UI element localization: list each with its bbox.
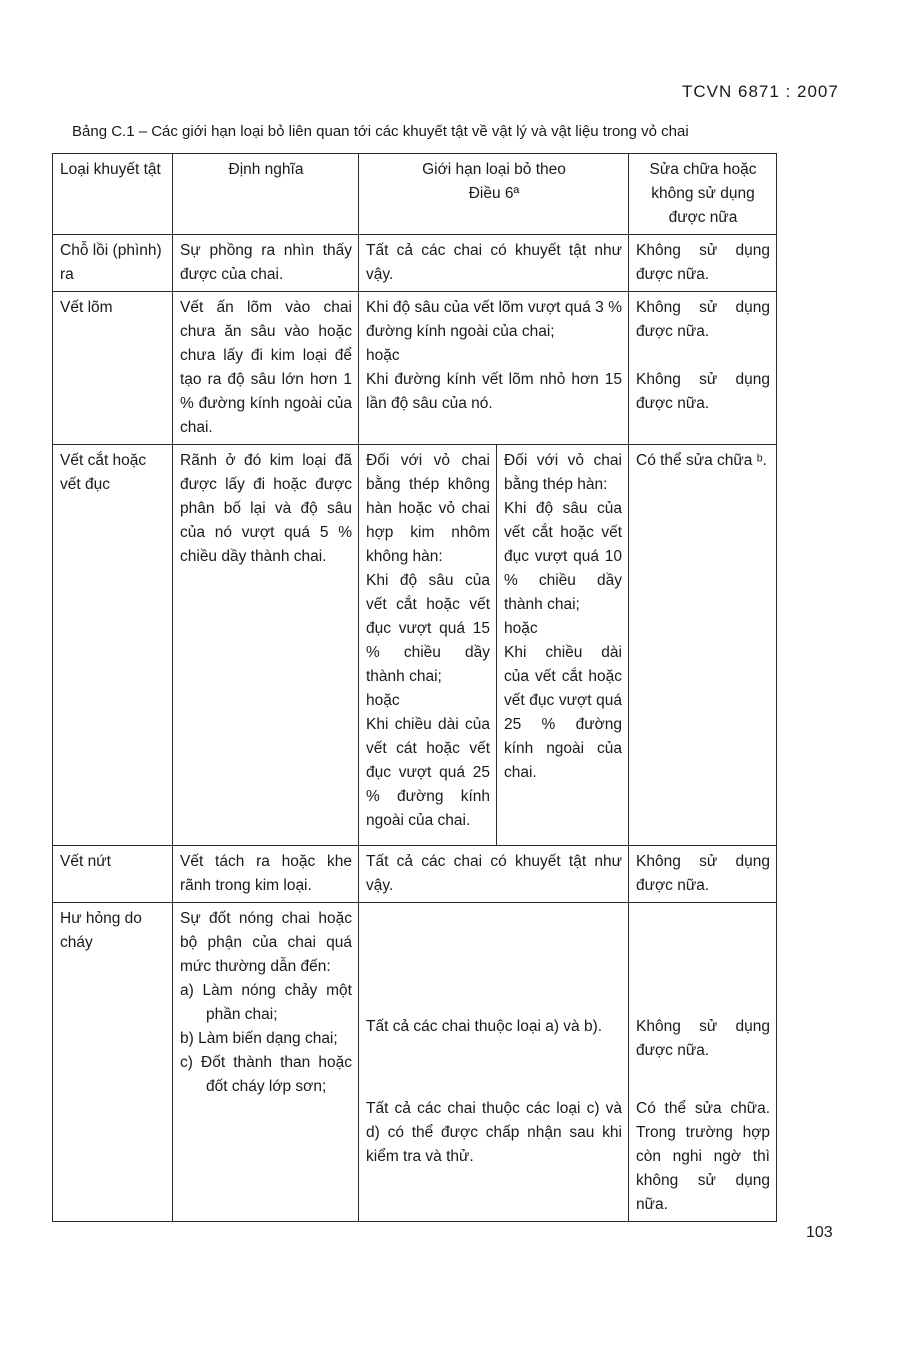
table-row <box>53 903 777 1222</box>
header-reject-limit-line2: Điều 6ª <box>468 185 520 202</box>
table-row <box>53 846 777 903</box>
row-cut-limit-welded <box>497 445 629 846</box>
page-number: 103 <box>806 1224 833 1241</box>
row-crack-repair: Không sử dụng được nữa. <box>629 846 777 903</box>
row-dent-repair-b: Không sử dụng được nữa. <box>636 371 770 412</box>
header-repair-line2: không sử dụng <box>651 185 755 202</box>
row-fire-repair-a: Không sử dụng được nữa. <box>636 1018 770 1059</box>
table-caption: Bảng C.1 – Các giới hạn loại bỏ liên quan tới các khuyết tật về vật lý và vật liệu trong vỏ chai <box>72 123 689 140</box>
header-repair-line1: Sửa chữa hoặc <box>649 161 757 178</box>
row-cut-right-b: Khi chiều dài của vết cắt hoặc vết đục vượt quá 25 % đường kính ngoài của chai. <box>504 644 622 781</box>
row-cut-right-or: hoặc <box>504 620 538 637</box>
header-defect-type: Loại khuyết tật <box>53 154 173 235</box>
row-fire-repair-b: Có thể sửa chữa. Trong trường hợp còn nghi ngờ thì không sử dụng nữa. <box>636 1100 770 1213</box>
row-cut-right-head: Đối với vỏ chai bằng thép hàn: <box>504 452 622 493</box>
table-header-row <box>53 154 777 235</box>
row-bulge-limit: Tất cả các chai có khuyết tật như vậy. <box>359 235 629 292</box>
row-cut-left-a: Khi độ sâu của vết cắt hoặc vết đục vượt quá 15 % chiều dầy thành chai; <box>366 572 490 685</box>
row-cut-left-head: Đối với vỏ chai bằng thép không hàn hoặc vỏ chai hợp kim nhôm không hàn: <box>366 452 490 565</box>
row-dent-limit <box>359 292 629 445</box>
row-cut-definition: Rãnh ở đó kim loại đã được lấy đi hoặc được phân bố lại và độ sâu của nó vượt quá 5 % chiều dầy thành chai. <box>173 445 359 846</box>
row-fire-limit-spacer <box>366 1039 622 1097</box>
row-dent-definition: Vết ấn lõm vào chai chưa ăn sâu vào hoặc chưa lấy đi kim loại để tạo ra độ sâu lớn hơn 1 % đường kính ngoài của chai. <box>173 292 359 445</box>
row-dent-type: Vết lõm <box>53 292 173 445</box>
row-fire-definition-text: Sự đốt nóng chai hoặc bộ phận của chai quá mức thường dẫn đến: <box>180 910 352 975</box>
row-dent-limit-or: hoặc <box>366 347 400 364</box>
row-cut-left-or: hoặc <box>366 692 400 709</box>
row-crack-limit: Tất cả các chai có khuyết tật như vậy. <box>359 846 629 903</box>
row-crack-definition: Vết tách ra hoặc khe rãnh trong kim loại. <box>173 846 359 903</box>
row-dent-repair <box>629 292 777 445</box>
table-row <box>53 445 777 846</box>
row-fire-limit-b: Tất cả các chai thuộc các loại c) và d) có thể được chấp nhận sau khi kiểm tra và thử. <box>366 1100 622 1165</box>
row-cut-right-a: Khi độ sâu của vết cắt hoặc vết đục vượt quá 10 % chiều dầy thành chai; <box>504 500 622 613</box>
row-dent-repair-a: Không sử dụng được nữa. <box>636 299 770 340</box>
defects-table <box>52 153 777 1222</box>
row-cut-repair: Có thể sửa chữa ᵇ. <box>629 445 777 846</box>
table-row <box>53 235 777 292</box>
row-dent-repair-spacer <box>636 344 770 368</box>
row-fire-limit <box>359 903 629 1222</box>
row-crack-type: Vết nứt <box>53 846 173 903</box>
row-fire-type: Hư hỏng do cháy <box>53 903 173 1222</box>
header-repair <box>629 154 777 235</box>
table-row <box>53 292 777 445</box>
row-dent-limit-b: Khi đường kính vết lõm nhỏ hơn 15 lần độ sâu của nó. <box>366 371 622 412</box>
standard-code: TCVN 6871 : 2007 <box>682 82 839 101</box>
row-dent-limit-a: Khi độ sâu của vết lõm vượt quá 3 % đường kính ngoài của chai; <box>366 299 622 340</box>
row-bulge-type: Chỗ lồi (phình) ra <box>53 235 173 292</box>
row-cut-type: Vết cắt hoặc vết đục <box>53 445 173 846</box>
row-fire-item-a: a) Làm nóng chảy một phần chai; <box>180 982 352 1023</box>
row-bulge-definition: Sự phồng ra nhìn thấy được của chai. <box>173 235 359 292</box>
header-reject-limit-line1: Giới hạn loại bỏ theo <box>422 161 566 178</box>
row-fire-repair-spacer <box>636 1063 770 1097</box>
row-fire-limit-a: Tất cả các chai thuộc loại a) và b). <box>366 1018 603 1035</box>
row-fire-item-b: b) Làm biến dạng chai; <box>180 1030 338 1047</box>
row-fire-definition <box>173 903 359 1222</box>
header-reject-limit <box>359 154 629 235</box>
row-cut-left-b: Khi chiều dài của vết cát hoặc vết đục vượt quá 25 % đường kính ngoài của chai. <box>366 716 490 829</box>
row-fire-repair <box>629 903 777 1222</box>
row-bulge-repair: Không sử dụng được nữa. <box>629 235 777 292</box>
header-repair-line3: được nữa <box>668 209 738 226</box>
header-definition: Định nghĩa <box>173 154 359 235</box>
row-fire-item-c: c) Đốt thành than hoặc đốt cháy lớp sơn; <box>180 1054 352 1095</box>
row-cut-limit-seamless <box>359 445 497 846</box>
